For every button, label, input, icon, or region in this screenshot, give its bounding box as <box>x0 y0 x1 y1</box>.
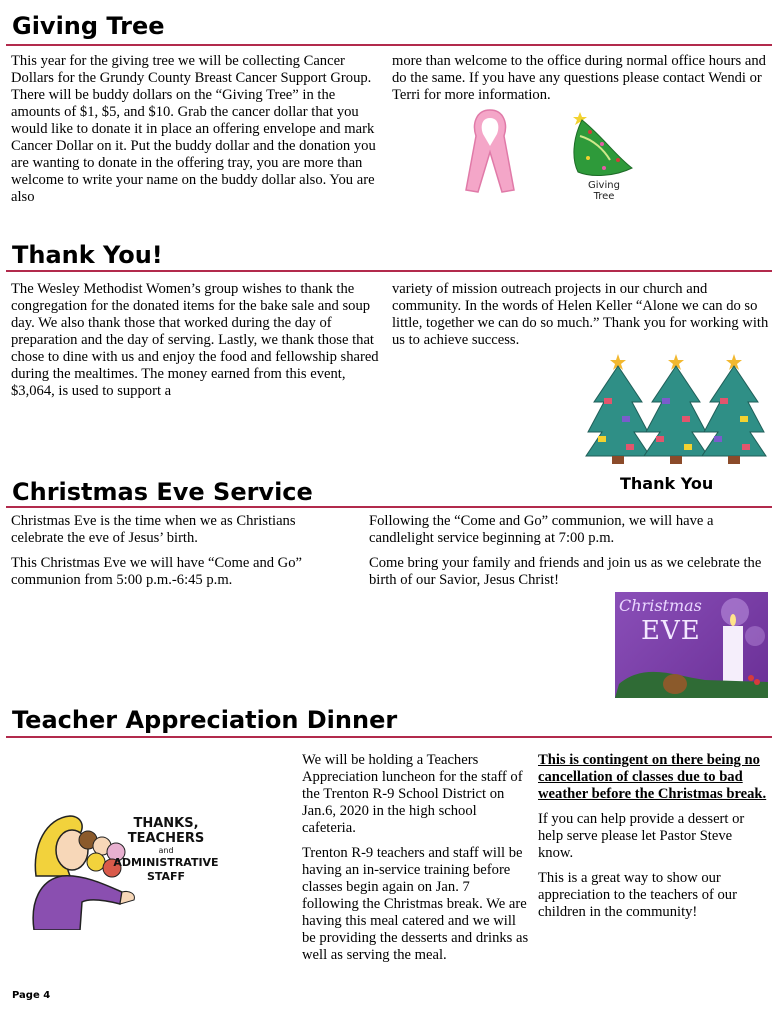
thank-you-col1: The Wesley Methodist Women’s group wishes to thank the congregation for the donated items for the bake sale and soup day. We also thank those that worked during the day of preparation and the day of serving. Lastly, we thank those that chose to dine with us and enjoy the food and fellowship shared during the mealtimes. The money earned from this event, $3,064, is used to support a <box>11 281 379 399</box>
teacher-notice: This is contingent on there being no cancellation of classes due to bad weather before the Christmas break. <box>538 752 767 802</box>
teacher-col3-p2: If you can help provide a dessert or help serve please let Pastor Steve know. <box>538 811 745 861</box>
teacher-art-line5: STAFF <box>146 870 186 883</box>
christmas-eve-art <box>615 592 768 698</box>
giving-tree-caption-line1: Giving <box>588 180 620 191</box>
christmas-eve-col1-p1: Christmas Eve is the time when we as Christians celebrate the eve of Jesus’ birth. <box>11 513 296 546</box>
giving-tree-caption <box>582 180 626 202</box>
teacher-col3 <box>538 752 770 929</box>
christmas-trees-icon <box>584 352 770 470</box>
section-divider <box>6 44 772 46</box>
christmas-eve-art-line1: Christmas <box>619 596 702 615</box>
teacher-col2-p2: Trenton R-9 teachers and staff will be having an in-service training before classes begin again on Jan. 7 following the Christmas break. We are having this meal catered and we will be providing the desserts and drinks as well as serving the meal. <box>302 845 529 963</box>
christmas-eve-col2 <box>369 513 767 597</box>
thank-you-art-caption: Thank You <box>620 474 714 493</box>
pink-ribbon-icon <box>458 106 522 196</box>
page-number: Page 4 <box>12 990 51 1001</box>
thank-you-heading: Thank You! <box>12 241 163 269</box>
giving-tree-col1: This year for the giving tree we will be collecting Cancer Dollars for the Grundy County Breast Cancer Support Group. There will be buddy dollars on the “Giving Tree” in the amounts of $1, $5, and $10. Grab the cancer dollar that you would like to donate it in place an offering envelope and mark Cancer Dollar on it. Put the buddy dollar and the donation you are wanting to donate in the offering tray, you are more than welcome to write your name on the buddy dollar also. You are also <box>11 53 376 205</box>
section-divider <box>6 270 772 272</box>
section-divider <box>6 736 772 738</box>
giving-tree-icon <box>568 110 638 180</box>
teacher-heading: Teacher Appreciation Dinner <box>12 706 398 734</box>
christmas-eve-col2-p2: Come bring your family and friends and join us as we celebrate the birth of our Savior, Jesus Christ! <box>369 555 762 588</box>
teacher-col2 <box>302 752 530 972</box>
christmas-eve-heading: Christmas Eve Service <box>12 478 313 506</box>
teacher-col2-p1: We will be holding a Teachers Appreciation luncheon for the staff of the Trenton R-9 School District on Jan.6, 2020 in the high school cafeteria. <box>302 752 523 836</box>
christmas-eve-art-line2: EVE <box>641 616 701 646</box>
teacher-art-line3: and <box>158 846 174 855</box>
teacher-art-line1: THANKS, <box>133 816 199 831</box>
giving-tree-caption-line2: Tree <box>593 191 615 202</box>
teacher-art-line4: ADMINISTRATIVE <box>113 856 219 869</box>
teacher-col3-p3: This is a great way to show our appreciation to the teachers of our children in the community! <box>538 870 737 920</box>
section-divider <box>6 506 772 508</box>
christmas-eve-col1-p2: This Christmas Eve we will have “Come and Go” communion from 5:00 p.m.-6:45 p.m. <box>11 555 302 588</box>
thank-you-col2: variety of mission outreach projects in our church and community. In the words of Helen Keller “Alone we can do so little, together we can do so much.” Thank you for working with us to achieve success. <box>392 281 769 348</box>
christmas-eve-col1 <box>11 513 349 597</box>
giving-tree-col2: more than welcome to the office during normal office hours and do the same. If you have any questions please contact Wendi or Terri for more information. <box>392 53 766 103</box>
giving-tree-heading: Giving Tree <box>12 12 165 40</box>
teacher-art-line2: TEACHERS <box>127 831 205 846</box>
candle-icon <box>615 592 768 698</box>
christmas-eve-col2-p1: Following the “Come and Go” communion, we will have a candlelight service beginning at 7:00 p.m. <box>369 513 714 546</box>
teacher-art-text <box>104 816 228 884</box>
